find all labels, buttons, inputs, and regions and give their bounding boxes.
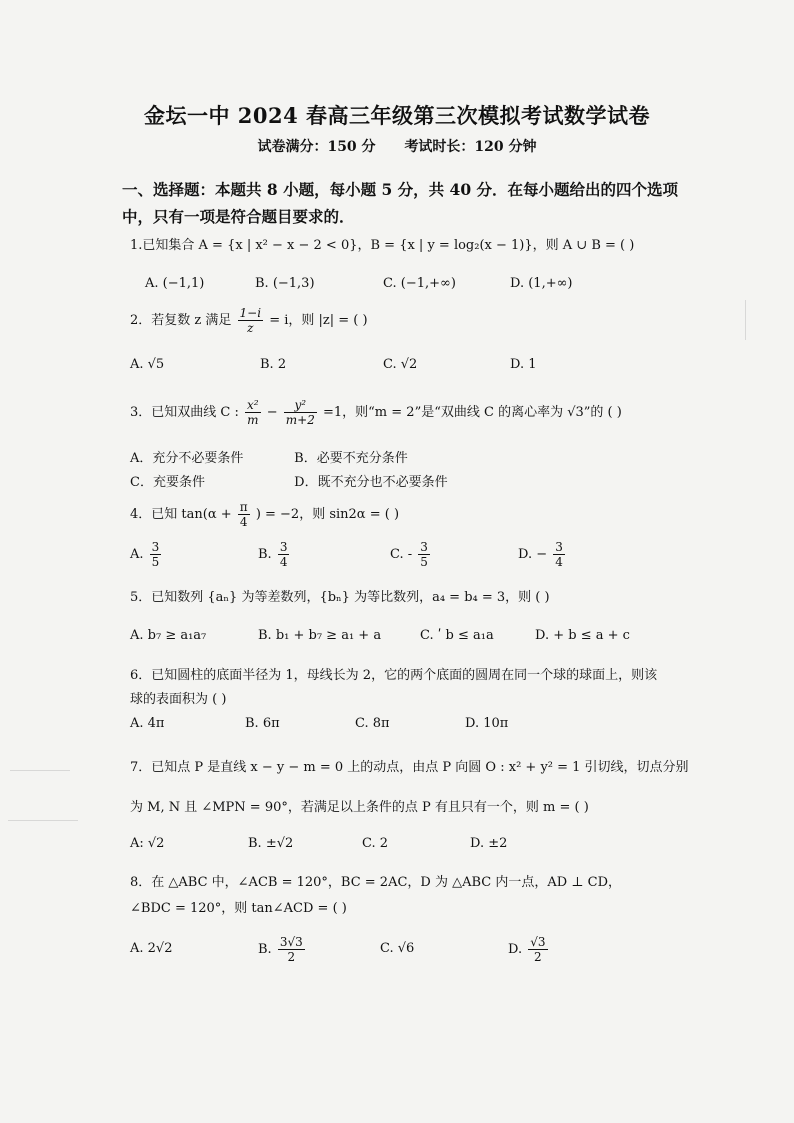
q4-num: π: [239, 500, 248, 514]
q3-fraction-1: [245, 398, 261, 427]
q3-post: =1，则“m = 2”是“双曲线 C 的离心率为 √3”的 ( ): [323, 405, 622, 420]
q3-den1: m: [247, 413, 259, 427]
question-5: 5．已知数列 {aₙ} 为等差数列，{bₙ} 为等比数列，a₄ = b₄ = 3，则 ( ): [130, 590, 550, 605]
q4-option-d: [518, 540, 567, 569]
q3-pre: 3．已知双曲线 C :: [130, 405, 239, 420]
q8-line-2: ∠BDC = 120°，则 tan∠ACD = ( ): [130, 901, 347, 916]
q7-option-a: A: √2: [130, 836, 165, 851]
q2-pre: 2．若复数 z 满足: [130, 313, 232, 328]
q4-fraction: [238, 500, 250, 529]
q2-option-a: A. √5: [130, 357, 165, 372]
q4-option-b-num: 3: [279, 540, 288, 554]
q6-option-a: A. 4π: [130, 716, 165, 731]
q7-line-1: 7．已知点 P 是直线 x − y − m = 0 上的动点，由点 P 向圆 O : x² + y² = 1 引切线，切点分别: [130, 760, 689, 775]
q8-option-b: [258, 935, 307, 964]
section-heading: [122, 176, 682, 230]
q2-fraction: [238, 306, 264, 335]
q4-option-a-den: 5: [151, 555, 160, 569]
q3-option-d: D．既不充分也不必要条件: [294, 475, 448, 490]
q2-den: z: [247, 321, 254, 335]
q7-option-c: C. 2: [362, 836, 389, 851]
q7-line-2: 为 M, N 且 ∠MPN = 90°，若满足以上条件的点 P 有且只有一个，则 m = ( ): [130, 800, 589, 815]
q4-den: 4: [239, 515, 248, 529]
full-score: 试卷满分：150 分: [257, 139, 376, 155]
q4-option-b-label: B.: [258, 547, 272, 562]
scan-speck: [745, 300, 746, 340]
q4-option-a: [130, 540, 163, 569]
q7-option-b: B. ±√2: [248, 836, 294, 851]
question-3: [130, 398, 690, 427]
q8-option-d-den: 2: [534, 950, 542, 964]
q6-option-d: D. 10π: [465, 716, 509, 731]
q2-option-c: C. √2: [383, 357, 418, 372]
exam-subtitle: [0, 136, 794, 156]
q4-option-c-den: 5: [420, 555, 428, 569]
q1-option-b: B. (−1,3): [255, 276, 315, 291]
question-6: [130, 664, 690, 712]
q4-option-a-num: 3: [151, 540, 160, 554]
q3-options-row-2: [130, 471, 690, 495]
q5-option-c: C. ʹ b ≤ a₁a: [420, 628, 494, 643]
q3-fraction-2: [284, 398, 317, 427]
q8-option-d: [508, 935, 550, 964]
q3-options-row-1: [130, 447, 690, 471]
q4-post: ) = −2，则 sin2α = ( ): [255, 507, 400, 522]
q8-option-b-den: 2: [287, 950, 296, 964]
q5-option-d: D. + b ≤ a + c: [535, 628, 630, 643]
q1-option-a: A. (−1,1): [145, 276, 205, 291]
q1-option-d: D. (1,+∞): [510, 276, 573, 291]
q8-option-d-num: √3: [530, 935, 546, 949]
question-4: [130, 500, 690, 529]
question-1: 1.已知集合 A = {x | x² − x − 2 < 0}，B = {x | y = log₂(x − 1)}，则 A ∪ B = ( ): [130, 238, 635, 253]
q6-option-c: C. 8π: [355, 716, 390, 731]
exam-title: 金坛一中 2024 春高三年级第三次模拟考试数学试卷: [143, 103, 651, 128]
q4-option-c-num: 3: [420, 540, 428, 554]
q8-line-1: 8．在 △ABC 中，∠ACB = 120°，BC = 2AC，D 为 △ABC 内一点，AD ⊥ CD，: [130, 875, 622, 890]
q4-option-c: [390, 540, 432, 569]
q3-den2: m+2: [285, 413, 315, 427]
question-2: [130, 306, 690, 335]
q1-option-c: C. (−1,+∞): [383, 276, 456, 291]
q7-option-d: D. ±2: [470, 836, 508, 851]
q4-option-a-label: A.: [130, 547, 144, 562]
q2-post: = i，则 |z| = ( ): [269, 313, 368, 328]
q4-option-b: [258, 540, 291, 569]
q3-option-c: C．充要条件: [130, 475, 205, 490]
q3-num2: y²: [284, 398, 317, 413]
section-line-1: 一、选择题：本题共 8 小题，每小题 5 分，共 40 分．在每小题给出的四个选项: [122, 180, 679, 199]
q6-line-2: 球的表面积为 ( ): [130, 692, 227, 707]
q5-option-b: B. b₁ + b₇ ≥ a₁ + a: [258, 628, 382, 643]
q4-option-d-label: D. −: [518, 547, 548, 562]
question-8: [130, 870, 690, 922]
q8-option-c: C. √6: [380, 941, 415, 956]
scan-speck: [10, 770, 70, 771]
section-line-2: 中，只有一项是符合题目要求的．: [122, 207, 355, 226]
q3-minus: −: [266, 405, 278, 420]
q8-option-b-label: B.: [258, 942, 272, 957]
q6-line-1: 6．已知圆柱的底面半径为 1，母线长为 2，它的两个底面的圆周在同一个球的球面上，则该: [130, 668, 658, 683]
q4-option-d-num: 3: [555, 540, 563, 554]
q8-option-b-num: 3√3: [279, 935, 303, 949]
q4-option-c-label: C. -: [390, 547, 413, 562]
q8-option-d-label: D.: [508, 942, 523, 957]
q4-option-d-den: 4: [555, 555, 563, 569]
q5-option-a: A. b₇ ≥ a₁a₇: [130, 628, 207, 643]
q4-pre: 4．已知 tan(α +: [130, 507, 232, 522]
q2-option-b: B. 2: [260, 357, 287, 372]
q3-option-b: B．必要不充分条件: [294, 451, 408, 466]
q2-option-d: D. 1: [510, 357, 537, 372]
q2-num: 1−i: [239, 306, 262, 320]
question-7: [130, 748, 690, 828]
q3-option-a: A．充分不必要条件: [130, 451, 244, 466]
q6-option-b: B. 6π: [245, 716, 280, 731]
scan-speck: [8, 820, 78, 821]
q8-option-a: A. 2√2: [130, 941, 173, 956]
q4-option-b-den: 4: [279, 555, 288, 569]
question-3-options: [130, 447, 690, 495]
q3-num1: x²: [247, 398, 259, 412]
duration: 考试时长：120 分钟: [404, 139, 537, 155]
